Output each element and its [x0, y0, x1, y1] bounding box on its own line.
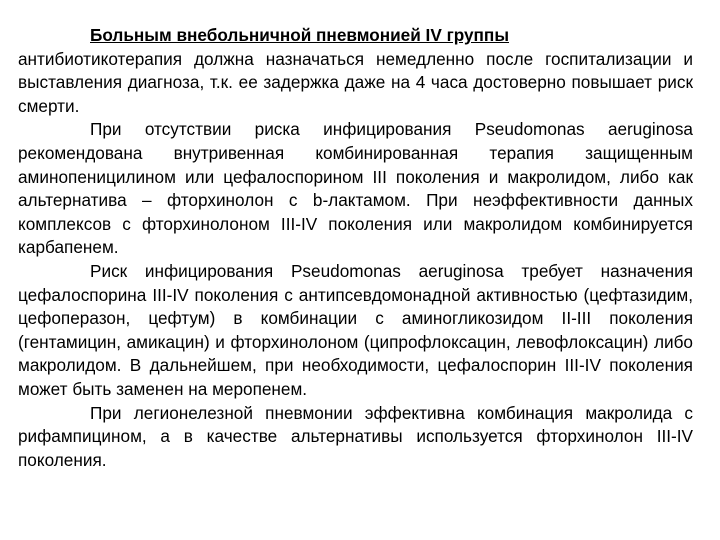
paragraph-antibiotic-timing: антибиотикотерапия должна назначаться немедленно после госпитализации и выставления диагноза, т.к. ее задержка даже на 4 часа достоверно повышает риск смерти.: [18, 48, 693, 116]
paragraph-pseudomonas-risk: Риск инфицирования Pseudomonas aeruginosa требует назначения цефалоспорина III-IV поколения с антипсевдомонадной активностью (цефтазидим, цефоперазон, цефтум) в комбинации с аминогликозидом II-III поколения (гентамицин, амикацин) и фторхинолоном (ципрофлоксацин, левофлоксацин) либо макролидом. В дальнейшем, при необходимости, цефалоспорин III-IV поколения может быть заменен на меропенем.: [18, 260, 693, 399]
paragraph-no-pseudomonas-risk: При отсутствии риска инфицирования Pseudomonas aeruginosa рекомендована внутривенная комбинированная терапия защищенным аминопеницилином или цефалоспорином III поколения и макролидом, либо как альтернатива – фторхинолон с b-лактамом. При неэффективности данных комплексов с фторхинолоном III-IV поколения или макролидом комбинируется карбапенем.: [18, 119, 693, 258]
document-title: Больным внебольничной пневмонией IV группы: [90, 25, 509, 45]
paragraph-legionella: При легионелезной пневмонии эффективна комбинация макролида с рифампицином, а в качестве альтернативы используется фторхинолон III-IV поколения.: [18, 402, 693, 470]
document-page: [18, 24, 693, 472]
